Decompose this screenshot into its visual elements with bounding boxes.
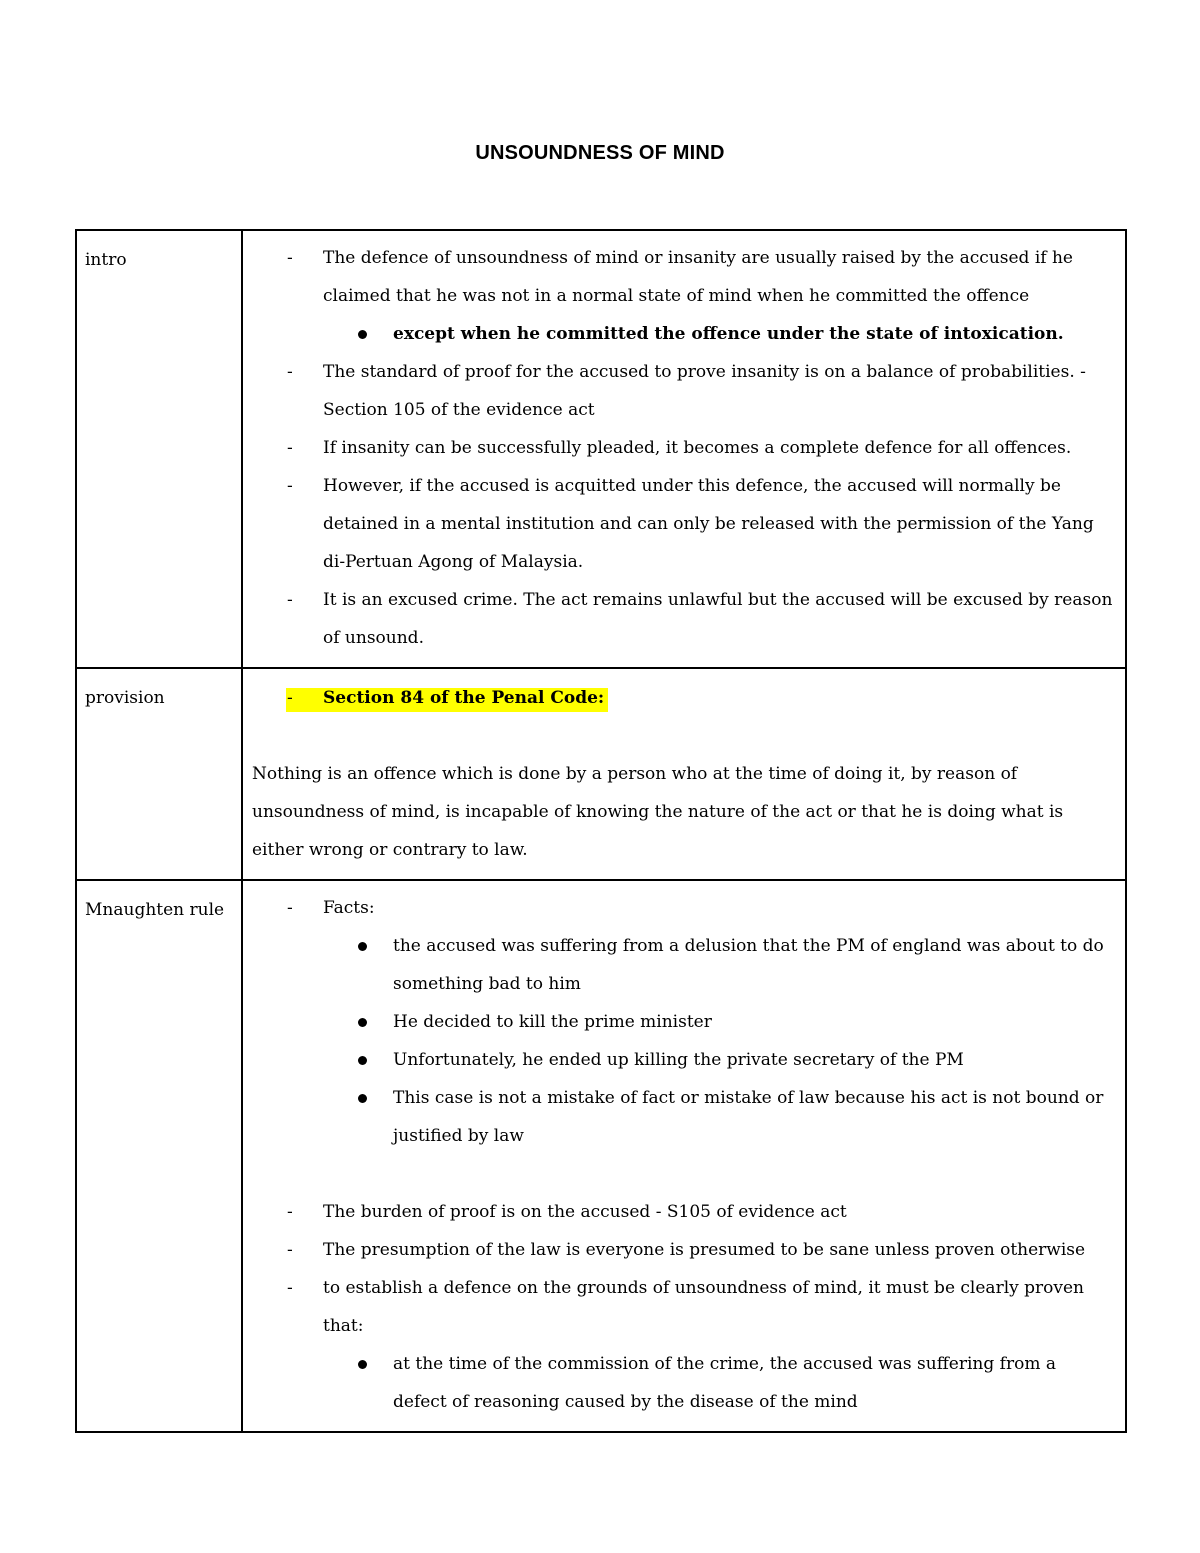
list-item-text: at the time of the commission of the crime, the accused was suffering from a defect of reasoning caused by the disease of the mind — [393, 1354, 1056, 1412]
list-item — [252, 239, 1115, 315]
table-row-intro — [76, 230, 1126, 668]
list-item-text: This case is not a mistake of fact or mistake of law because his act is not bound or justified by law — [393, 1088, 1104, 1146]
provision-heading — [252, 679, 1115, 717]
provision-heading-text: Section 84 of the Penal Code: — [323, 688, 605, 708]
dash-marker: - — [287, 1278, 293, 1298]
row-content — [242, 668, 1126, 880]
row-content — [242, 880, 1126, 1432]
list-item — [252, 927, 1115, 1003]
list-item — [252, 1193, 1115, 1231]
bullet-icon — [358, 1018, 367, 1027]
dash-marker: - — [287, 248, 293, 268]
list-item-text: The standard of proof for the accused to prove insanity is on a balance of probabilities. - Section 105 of the evidence act — [323, 362, 1086, 420]
list-item — [252, 353, 1115, 429]
dash-marker: - — [287, 898, 293, 918]
dash-marker: - — [287, 438, 293, 458]
list-item-text: to establish a defence on the grounds of unsoundness of mind, it must be clearly proven that: — [323, 1278, 1084, 1336]
list-item — [252, 1269, 1115, 1345]
list-item-text: If insanity can be successfully pleaded, it becomes a complete defence for all offences. — [323, 438, 1072, 458]
list-item-text: The defence of unsoundness of mind or insanity are usually raised by the accused if he claimed that he was not in a normal state of mind when he committed the offence — [323, 248, 1073, 306]
list-item-text: the accused was suffering from a delusion that the PM of england was about to do something bad to him — [393, 936, 1104, 994]
list-item-text: The burden of proof is on the accused - S105 of evidence act — [323, 1202, 847, 1222]
list-item — [252, 315, 1115, 353]
list-item-text: The presumption of the law is everyone is presumed to be sane unless proven otherwise — [323, 1240, 1086, 1260]
list-item — [252, 1041, 1115, 1079]
table-row-mnaughten — [76, 880, 1126, 1432]
list-item-text: However, if the accused is acquitted under this defence, the accused will normally be detained in a mental institution and can only be released with the permission of the Yang di-Pertuan Agong of Malaysia. — [323, 476, 1094, 572]
list-item-text: except when he committed the offence under the state of intoxication. — [393, 324, 1064, 344]
list-item — [252, 889, 1115, 927]
notes-table — [75, 229, 1127, 1433]
row-label: intro — [76, 230, 242, 668]
list-item-text: It is an excused crime. The act remains unlawful but the accused will be excused by reason of unsound. — [323, 590, 1113, 648]
dash-marker: - — [287, 1240, 293, 1260]
list-item — [252, 1003, 1115, 1041]
list-item — [252, 429, 1115, 467]
row-label: provision — [76, 668, 242, 880]
list-item — [252, 1231, 1115, 1269]
provision-paragraph: Nothing is an offence which is done by a person who at the time of doing it, by reason of unsoundness of mind, is incapable of knowing the nature of the act or that he is doing what is either wrong or contrary to law. — [252, 764, 1064, 860]
row-label: Mnaughten rule — [76, 880, 242, 1432]
list-item — [252, 1345, 1115, 1421]
bullet-icon — [358, 942, 367, 951]
list-item — [252, 467, 1115, 581]
page-title: UNSOUNDNESS OF MIND — [475, 142, 725, 164]
bullet-icon — [358, 1056, 367, 1065]
row-content — [242, 230, 1126, 668]
dash-marker: - — [287, 1202, 293, 1222]
list-item — [252, 1079, 1115, 1155]
dash-marker: - — [287, 476, 293, 496]
list-item-text: He decided to kill the prime minister — [393, 1012, 712, 1032]
table-row-provision — [76, 668, 1126, 880]
bullet-icon — [358, 1094, 367, 1103]
dash-marker: - — [287, 590, 293, 610]
dash-marker: - — [287, 688, 293, 708]
bullet-icon — [358, 330, 367, 339]
bullet-icon — [358, 1360, 367, 1369]
list-item — [252, 581, 1115, 657]
list-item-text: Unfortunately, he ended up killing the private secretary of the PM — [393, 1050, 964, 1070]
dash-marker: - — [287, 362, 293, 382]
list-item-text: Facts: — [323, 898, 375, 918]
